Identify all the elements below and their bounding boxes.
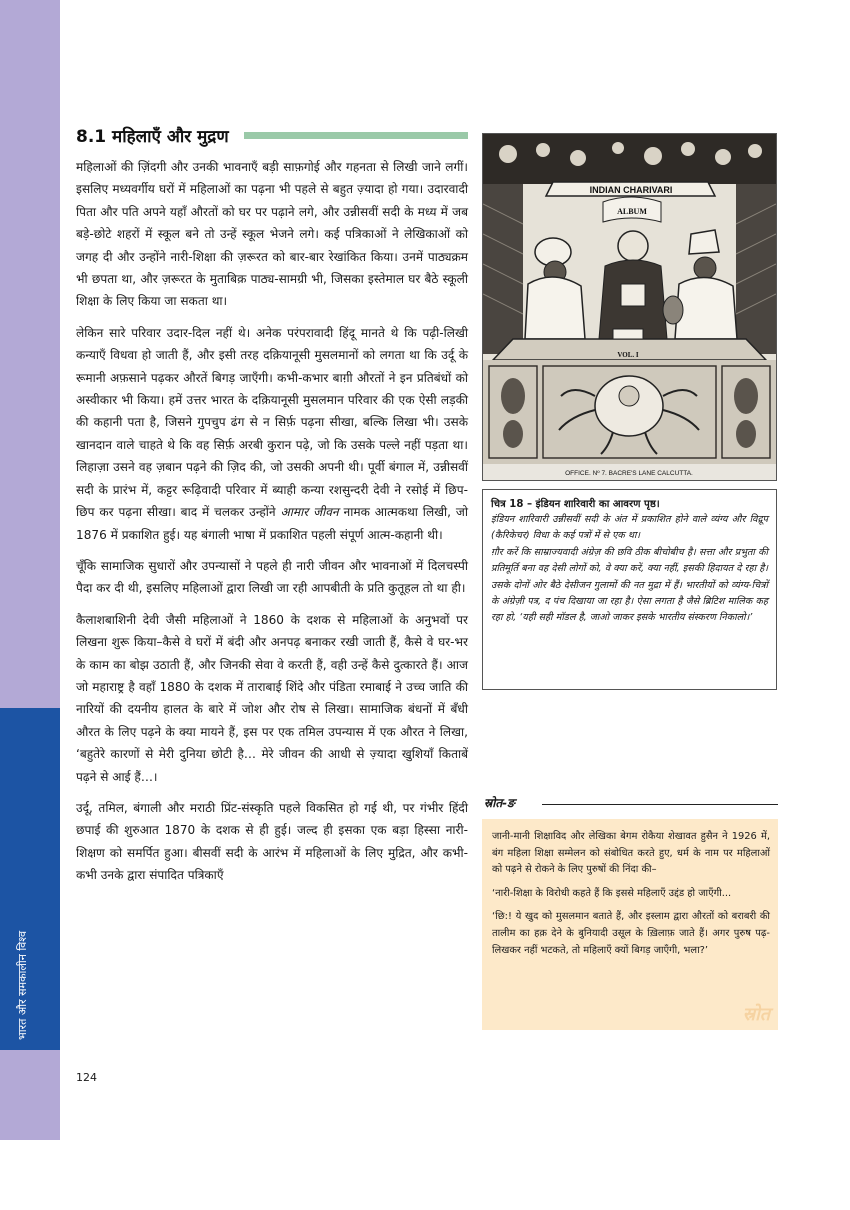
book-title-em: आमार जीवन xyxy=(280,505,339,520)
caption-line: ग़ौर करें कि साम्राज्यवादी अंग्रेज़ की छवि ठीक बीचोबीच है। सत्ता और प्रभुता की प्रतिमूर्ति बना वह देसी लोगों को, वे क्या करें, क्या नहीं, इसकी हिदायत दे रहा है। उसके दोनों ओर बैठे देसीजन गुलामों की नत मुद्रा में हैं। भारतीयों को व्यंग्य-चित्रों के अंग्रेज़ी पत्र, द पंच दिखाया जा रहा है। ऐसा लगता है जैसे ब्रिटिश मालिक कह रहा हो, ‘यही सही मॉडल है, जाओ जाकर इसके भारतीय संस्करण निकालो।’ xyxy=(491,546,768,624)
cover-illustration xyxy=(482,133,777,481)
caption-line: इंडियन शारिवारी उन्नीसवीं सदी के अंत में प्रकाशित होने वाले व्यंग्य और विद्रूप (कैरिकेचर) विधा के कई पत्रों में से एक था। xyxy=(491,514,768,542)
source-paragraph: ‘नारी-शिक्षा के विरोधी कहते हैं कि इससे महिलाएँ उद्दंड हो जाएँगी... xyxy=(492,887,732,899)
source-watermark: स्रोत xyxy=(742,1004,770,1025)
main-text xyxy=(76,156,468,896)
section-title: 8.1 महिलाएँ और मुद्रण xyxy=(76,127,229,147)
source-rule xyxy=(542,804,778,805)
paragraph-text: लेकिन सारे परिवार उदार-दिल नहीं थे। अनेक परंपरावादी हिंदू मानते थे कि पढ़ी-लिखी कन्याएँ विधवा हो जाती हैं, और इसी तरह दक़ियानूसी मुसलमानों को लगता था कि उर्दू के रूमानी अफ़साने पढ़कर औरतें बिगड़ जाएँगी। कभी-कभार बाग़ी औरतों ने इन प्रतिबंधों को अस्वीकार भी किया। हमें उत्तर भारत के दक़ियानूसी मुसलमान परिवार की एक ऐसी लड़की की कहानी पता है, जिसने गुपचुप ढंग से न सिर्फ़ पढ़ना सीखा, बल्कि लिखा भी। उसके खानदान वाले चाहते थे कि वह सिर्फ़ अरबी कुरान पढ़े, जो कि उसके पल्ले नहीं पड़ता था। लिहाज़ा उसने वह ज़बान पढ़ने की ज़िद की, जो उसकी अपनी थी। पूर्वी बंगाल में, उन्नीसवीं सदी के प्रारंभ में, कट्टर रूढ़िवादी परिवार में ब्याही कन्या रशसुन्दरी देवी ने रसोई में छिप-छिप कर पढ़ना सीखा। बाद में चलकर उन्होंने xyxy=(76,325,468,520)
illustration-svg xyxy=(483,134,776,480)
section-heading xyxy=(76,124,468,148)
paragraph: कैलाशबाशिनी देवी जैसी महिलाओं ने 1860 के दशक से महिलाओं के अनुभवों पर लिखना शुरू किया–कैसे वे घरों में बंदी और अनपढ़ बनाकर रखी जाती हैं, कैसे वे घर-भर के काम का बोझ उठाती हैं, और जिनकी सेवा वे करती हैं, वही उन्हें कैसे दुत्कारते हैं। आज जो महाराष्ट्र है वहाँ 1880 के दशक में ताराबाई शिंदे और पंडिता रमाबाई ने उच्च जाति की नारियों की दयनीय हालत के बारे में जोश और रोष से लिखा। सामाजिक बंधनों में बँधी औरत के लिए पढ़ने के क्या मायने हैं, इस पर एक तमिल उपन्यास में एक औरत ने लिखा, ‘बहुतेरे कारणों से मेरी दुनिया छोटी है… मेरे जीवन की आधी से ज़्यादा खुशियाँ किताबें पढ़ने से आई हैं…। xyxy=(76,612,468,784)
banner-text: INDIAN CHARIVARI xyxy=(589,185,673,195)
paragraph: उर्दू, तमिल, बंगाली और मराठी प्रिंट-संस्कृति पहले विकसित हो गई थी, पर गंभीर हिंदी छपाई की शुरुआत 1870 के दशक से ही हुई। जल्द ही इसका एक बड़ा हिस्सा नारी-शिक्षण को समर्पित हुआ। बीसवीं सदी के आरंभ में महिलाओं के लिए मुद्रित, और कभी-कभी उनके द्वारा संपादित पत्रिकाएँ xyxy=(76,800,468,883)
paragraph: महिलाओं की ज़िंदगी और उनकी भावनाएँ बड़ी साफ़गोई और गहनता से लिखी जाने लगीं। इसलिए मध्यवर्गीय घरों में महिलाओं का पढ़ना भी पहले से बहुत ज़्यादा हो गया। उदारवादी पिता और पति अपने यहाँ औरतों को घर पर पढ़ाने लगे, और उन्नीसवीं सदी के मध्य में जब बड़े-छोटे शहरों में स्कूल बने तो उन्हें स्कूल भेजने लगे। कई पत्रिकाओं ने लेखिकाओं को जगह दी और उन्होंने नारी-शिक्षा की ज़रूरत को बार-बार रेखांकित किया। उनमें पाठ्यक्रम भी छपता था, और ज़रूरत के मुताबिक़ पाठ्य-सामग्री भी, जिसका इस्तेमाल घर बैठे स्कूली शिक्षा के लिए किया जा सकता था। xyxy=(76,160,468,309)
source-label: स्रोत-ङ xyxy=(484,796,515,810)
figure-caption xyxy=(482,489,777,690)
source-paragraph: जानी-मानी शिक्षाविद और लेखिका बेगम रोकैया शेखावत हुसैन ने 1926 में, बंग महिला शिक्षा सम्मेलन को संबोधित करते हुए, धर्म के नाम पर महिलाओं को पढ़ने से रोकने के लिए पुरुषों की निंदा की– xyxy=(492,831,770,876)
album-text: ALBUM xyxy=(617,207,647,216)
side-book-title: भारत और समकालीन विश्व xyxy=(16,930,29,1040)
side-book-title-wrap xyxy=(15,930,35,1210)
caption-title: चित्र 18 – इंडियन शारिवारी का आवरण पृष्ठ। xyxy=(491,499,660,510)
page-number: 124 xyxy=(76,1071,97,1084)
paragraph-tail: नामक आत्मकथा लिखी, जो 1876 में प्रकाशित हुई। यह बंगाली भाषा में प्रकाशित पहली संपूर्ण आत्म-कहानी थी। xyxy=(76,505,468,542)
paragraph xyxy=(76,322,468,546)
paragraph: चूँकि सामाजिक सुधारों और उपन्यासों ने पहले ही नारी जीवन और भावनाओं में दिलचस्पी पैदा कर दी थी, इसलिए महिलाओं द्वारा लिखी जा रही आपबीती के प्रति कुतूहल तो था ही। xyxy=(76,558,468,596)
source-box xyxy=(482,819,778,1030)
side-band-blue xyxy=(0,708,60,1050)
source-header xyxy=(484,794,778,814)
source-paragraph: ‘छि:! ये खुद को मुसलमान बताते हैं, और इस्लाम द्वारा औरतों को बराबरी की तालीम का हक़ देने के बुनियादी उसूल के ख़िलाफ़ जाते हैं। अगर पुरुष पढ़-लिखकर नहीं भटकते, तो महिलाएँ क्यों बिगड़ जाएँगी, भला?’ xyxy=(492,911,770,956)
office-text: OFFICE. Nº 7. BACRE'S LANE CALCUTTA. xyxy=(565,470,693,477)
heading-rule xyxy=(244,132,468,139)
vol-text: VOL. I xyxy=(617,351,639,359)
